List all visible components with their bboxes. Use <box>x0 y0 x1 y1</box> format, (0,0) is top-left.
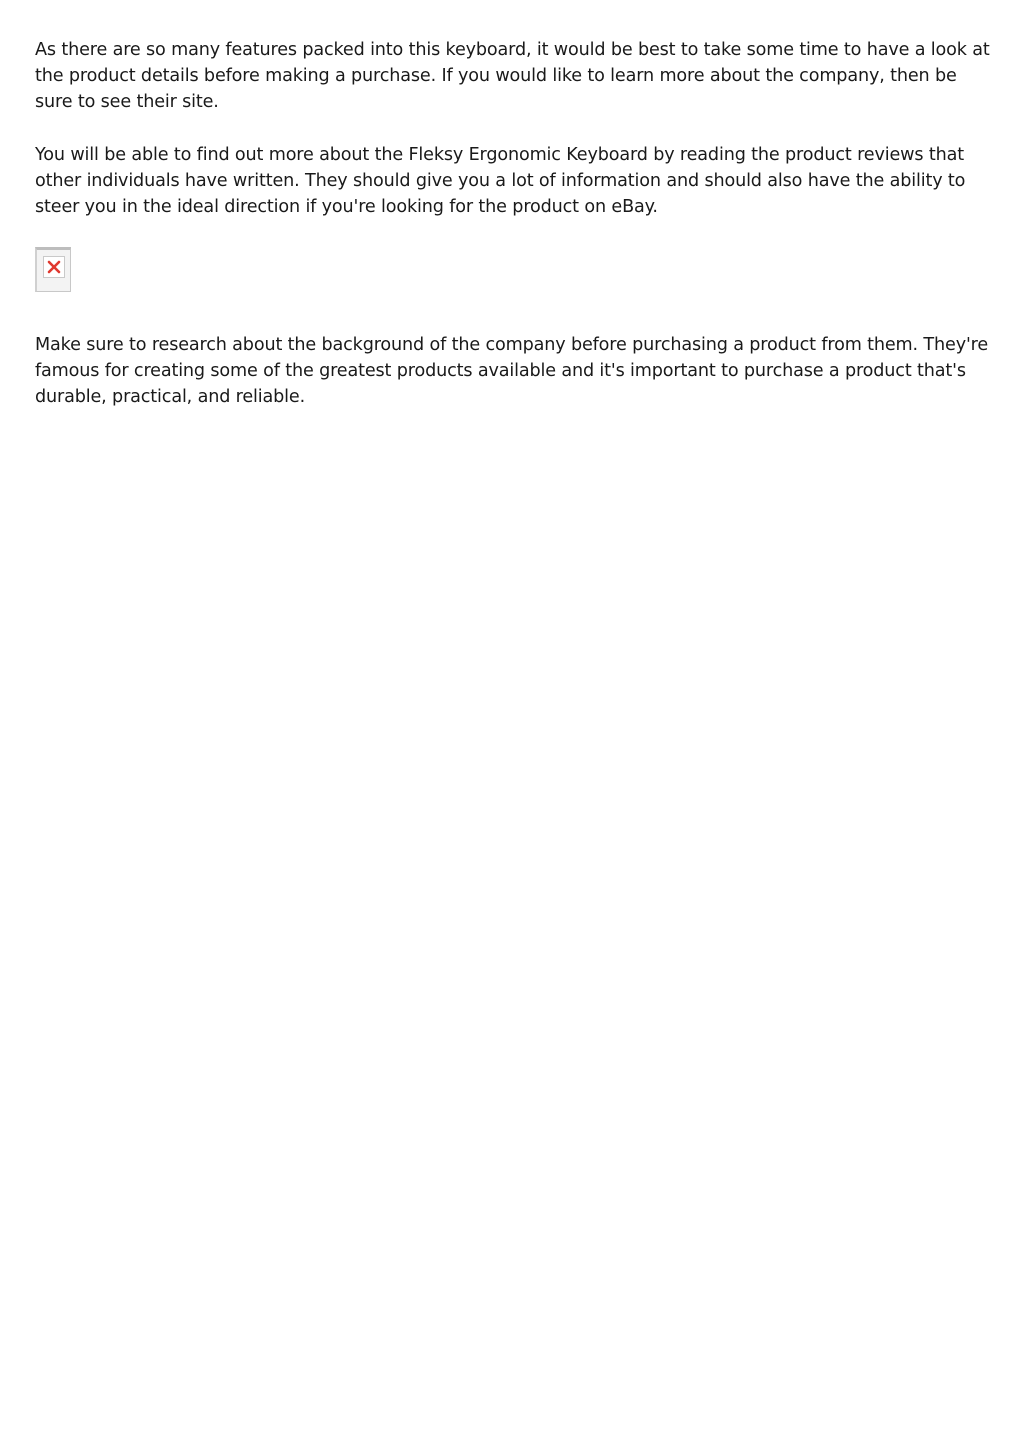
broken-image-placeholder <box>35 247 71 292</box>
broken-image-icon <box>43 256 65 278</box>
red-x-icon <box>46 259 62 275</box>
paragraph-product-reviews: You will be able to find out more about the Fleksy Ergonomic Keyboard by reading the product reviews that other individuals have written. They should give you a lot of information and should also have the ability to steer you in the ideal direction if you're looking for the product on eBay. <box>35 145 966 217</box>
paragraph-company-background: Make sure to research about the background of the company before purchasing a product from them. They're famous for creating some of the greatest products available and it's important to purchase a product that's durable, practical, and reliable. <box>35 335 989 407</box>
paragraph-product-details: As there are so many features packed into this keyboard, it would be best to take some time to have a look at the product details before making a purchase. If you would like to learn more about the company, then be sure to see their site. <box>35 40 990 112</box>
